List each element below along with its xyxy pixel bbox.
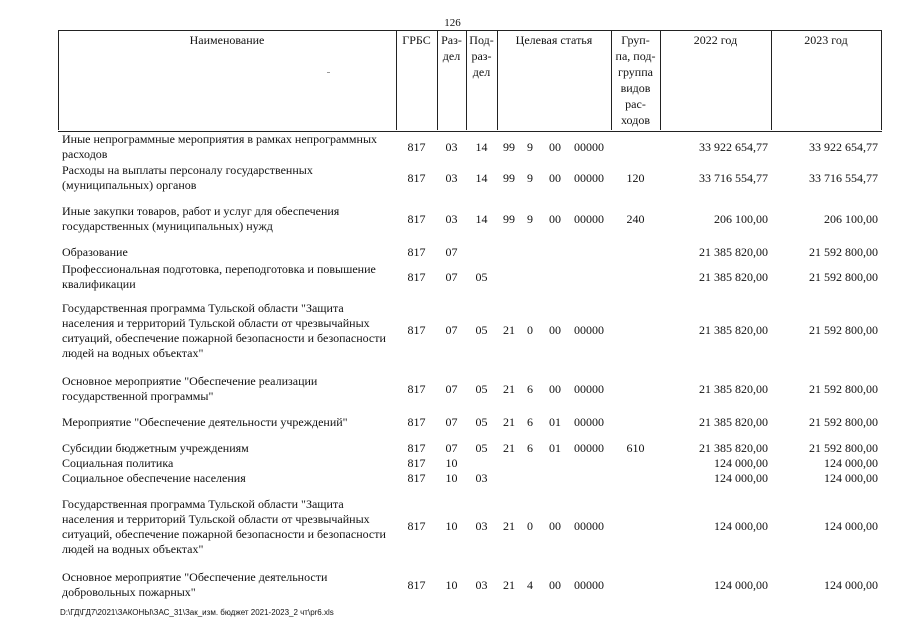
cell-vr: 610 xyxy=(626,441,645,455)
cell-rz: 07 xyxy=(445,270,458,284)
cell-cs2: 9 xyxy=(527,212,533,226)
cell-v2023: 33 716 554,77 xyxy=(809,171,878,185)
cell-cs1: 21 xyxy=(503,415,515,429)
cell-pr: 14 xyxy=(475,212,488,226)
cell-cs2: 6 xyxy=(527,415,533,429)
cell-rz: 10 xyxy=(445,456,458,470)
row-name: Государственная программа Тульской области "Защита населения и территорий Тульской области от чрезвычайных ситуаций, обеспечение пожарной безопасности и безопасности людей на водных объектах" xyxy=(62,497,386,556)
cell-grbs: 817 xyxy=(407,212,426,226)
cell-cs3: 01 xyxy=(549,441,561,455)
row-name: Социальная политика xyxy=(62,456,174,470)
cell-v2023: 21 592 800,00 xyxy=(809,441,878,455)
row-name: Государственная программа Тульской области "Защита населения и территорий Тульской области от чрезвычайных ситуаций, обеспечение пожарной безопасности и безопасности людей на водных объектах" xyxy=(62,301,386,360)
cell-v2022: 21 385 820,00 xyxy=(699,323,768,337)
cell-cs3: 00 xyxy=(549,578,561,592)
cell-rz: 10 xyxy=(445,471,458,485)
cell-rz: 10 xyxy=(445,519,458,533)
cell-pr: 05 xyxy=(475,415,488,429)
cell-grbs: 817 xyxy=(407,519,426,533)
header-grbs: ГРБС xyxy=(402,33,431,47)
cell-cs2: 6 xyxy=(527,441,533,455)
table-row xyxy=(0,245,905,260)
cell-rz: 07 xyxy=(445,323,458,337)
cell-cs4: 00000 xyxy=(574,323,604,337)
cell-cs4: 00000 xyxy=(574,415,604,429)
cell-cs3: 00 xyxy=(549,140,561,154)
cell-grbs: 817 xyxy=(407,270,426,284)
cell-pr: 14 xyxy=(475,171,488,185)
cell-grbs: 817 xyxy=(407,323,426,337)
table-row xyxy=(0,301,905,361)
cell-rz: 07 xyxy=(445,415,458,429)
cell-v2023: 124 000,00 xyxy=(824,519,878,533)
cell-cs1: 99 xyxy=(503,140,515,154)
cell-v2022: 33 922 654,77 xyxy=(699,140,768,154)
row-name: Основное мероприятие "Обеспечение деятельности добровольных пожарных" xyxy=(62,570,328,599)
cell-grbs: 817 xyxy=(407,456,426,470)
cell-v2022: 21 385 820,00 xyxy=(699,441,768,455)
cell-cs3: 00 xyxy=(549,519,561,533)
cell-cs4: 00000 xyxy=(574,441,604,455)
cell-rz: 03 xyxy=(445,212,458,226)
cell-pr: 03 xyxy=(475,471,488,485)
cell-v2023: 33 922 654,77 xyxy=(809,140,878,154)
header-celevaya: Целевая статья xyxy=(515,33,593,47)
cell-rz: 07 xyxy=(445,245,458,259)
table-row xyxy=(0,441,905,456)
cell-pr: 03 xyxy=(475,578,488,592)
cell-cs1: 99 xyxy=(503,212,515,226)
cell-v2023: 21 592 800,00 xyxy=(809,323,878,337)
cell-pr: 14 xyxy=(475,140,488,154)
table-row xyxy=(0,374,905,404)
cell-cs1: 21 xyxy=(503,323,515,337)
cell-grbs: 817 xyxy=(407,171,426,185)
cell-v2023: 124 000,00 xyxy=(824,471,878,485)
cell-v2022: 21 385 820,00 xyxy=(699,270,768,284)
header-podrazdel: Под- раз- дел xyxy=(469,33,494,79)
cell-cs2: 4 xyxy=(527,578,533,592)
cell-cs2: 9 xyxy=(527,171,533,185)
cell-vr: 120 xyxy=(626,171,645,185)
cell-v2022: 124 000,00 xyxy=(714,456,768,470)
cell-cs3: 00 xyxy=(549,323,561,337)
cell-pr: 05 xyxy=(475,382,488,396)
cell-v2023: 206 100,00 xyxy=(824,212,878,226)
cell-v2023: 124 000,00 xyxy=(824,456,878,470)
cell-cs3: 00 xyxy=(549,171,561,185)
cell-cs3: 01 xyxy=(549,415,561,429)
cell-grbs: 817 xyxy=(407,245,426,259)
cell-cs3: 00 xyxy=(549,212,561,226)
cell-pr: 03 xyxy=(475,519,488,533)
table-row xyxy=(0,570,905,600)
cell-cs1: 99 xyxy=(503,171,515,185)
table-row xyxy=(0,471,905,486)
file-path-footer: D:\ГД\ГД7\2021\ЗАКОНЫ\ЗАС_31\Зак_изм. бюджет 2021-2023_2 чт\pr6.xls xyxy=(60,608,334,617)
table-row xyxy=(0,163,905,193)
cell-grbs: 817 xyxy=(407,441,426,455)
cell-cs1: 21 xyxy=(503,441,515,455)
cell-v2022: 21 385 820,00 xyxy=(699,245,768,259)
cell-cs2: 0 xyxy=(527,323,533,337)
cell-pr: 05 xyxy=(475,270,488,284)
table-row xyxy=(0,204,905,234)
cell-cs2: 0 xyxy=(527,519,533,533)
table-row xyxy=(0,262,905,292)
cell-rz: 07 xyxy=(445,382,458,396)
cell-v2022: 33 716 554,77 xyxy=(699,171,768,185)
header-gruppa: Груп- па, под- группа видов рас- ходов xyxy=(615,33,656,127)
cell-v2023: 21 592 800,00 xyxy=(809,382,878,396)
cell-cs4: 00000 xyxy=(574,382,604,396)
cell-rz: 07 xyxy=(445,441,458,455)
cell-grbs: 817 xyxy=(407,140,426,154)
row-name: Основное мероприятие "Обеспечение реализации государственной программы" xyxy=(62,374,318,403)
cell-cs4: 00000 xyxy=(574,171,604,185)
cell-v2022: 124 000,00 xyxy=(714,578,768,592)
cell-cs1: 21 xyxy=(503,578,515,592)
cell-v2023: 124 000,00 xyxy=(824,578,878,592)
row-name: Мероприятие "Обеспечение деятельности учреждений" xyxy=(62,415,348,429)
row-name: Субсидии бюджетным учреждениям xyxy=(62,441,249,455)
cell-v2023: 21 592 800,00 xyxy=(809,415,878,429)
cell-vr: 240 xyxy=(626,212,645,226)
cell-rz: 10 xyxy=(445,578,458,592)
cell-cs4: 00000 xyxy=(574,140,604,154)
row-name: Профессиональная подготовка, переподготовка и повышение квалификации xyxy=(62,262,376,291)
cell-grbs: 817 xyxy=(407,382,426,396)
header-2022: 2022 год xyxy=(693,33,738,47)
header-razdel: Раз- дел xyxy=(441,33,462,63)
cell-v2023: 21 592 800,00 xyxy=(809,270,878,284)
cell-v2022: 21 385 820,00 xyxy=(699,382,768,396)
cell-cs3: 00 xyxy=(549,382,561,396)
cell-pr: 05 xyxy=(475,441,488,455)
cell-cs4: 00000 xyxy=(574,212,604,226)
cell-cs4: 00000 xyxy=(574,519,604,533)
cell-grbs: 817 xyxy=(407,471,426,485)
cell-grbs: 817 xyxy=(407,578,426,592)
cell-cs1: 21 xyxy=(503,519,515,533)
row-name: Социальное обеспечение населения xyxy=(62,471,246,485)
row-name: Иные непрограммные мероприятия в рамках непрограммных расходов xyxy=(62,132,378,161)
cell-cs2: 6 xyxy=(527,382,533,396)
cell-v2022: 21 385 820,00 xyxy=(699,415,768,429)
cell-v2022: 124 000,00 xyxy=(714,519,768,533)
cell-v2023: 21 592 800,00 xyxy=(809,245,878,259)
row-name: Образование xyxy=(62,245,128,259)
cell-cs4: 00000 xyxy=(574,578,604,592)
header-name: Наименование xyxy=(189,33,265,47)
cell-cs1: 21 xyxy=(503,382,515,396)
cell-cs2: 9 xyxy=(527,140,533,154)
cell-v2022: 124 000,00 xyxy=(714,471,768,485)
row-name: Иные закупки товаров, работ и услуг для обеспечения государственных (муниципальных) нужд xyxy=(62,204,340,233)
table-row xyxy=(0,415,905,430)
cell-grbs: 817 xyxy=(407,415,426,429)
cell-v2022: 206 100,00 xyxy=(714,212,768,226)
header-2023: 2023 год xyxy=(804,33,848,47)
table-row xyxy=(0,497,905,557)
cell-pr: 05 xyxy=(475,323,488,337)
page-number: 126 xyxy=(444,17,461,29)
row-name: Расходы на выплаты персоналу государственных (муниципальных) органов xyxy=(62,163,313,192)
table-row xyxy=(0,456,905,471)
table-row xyxy=(0,132,905,162)
cell-rz: 03 xyxy=(445,140,458,154)
cell-rz: 03 xyxy=(445,171,458,185)
